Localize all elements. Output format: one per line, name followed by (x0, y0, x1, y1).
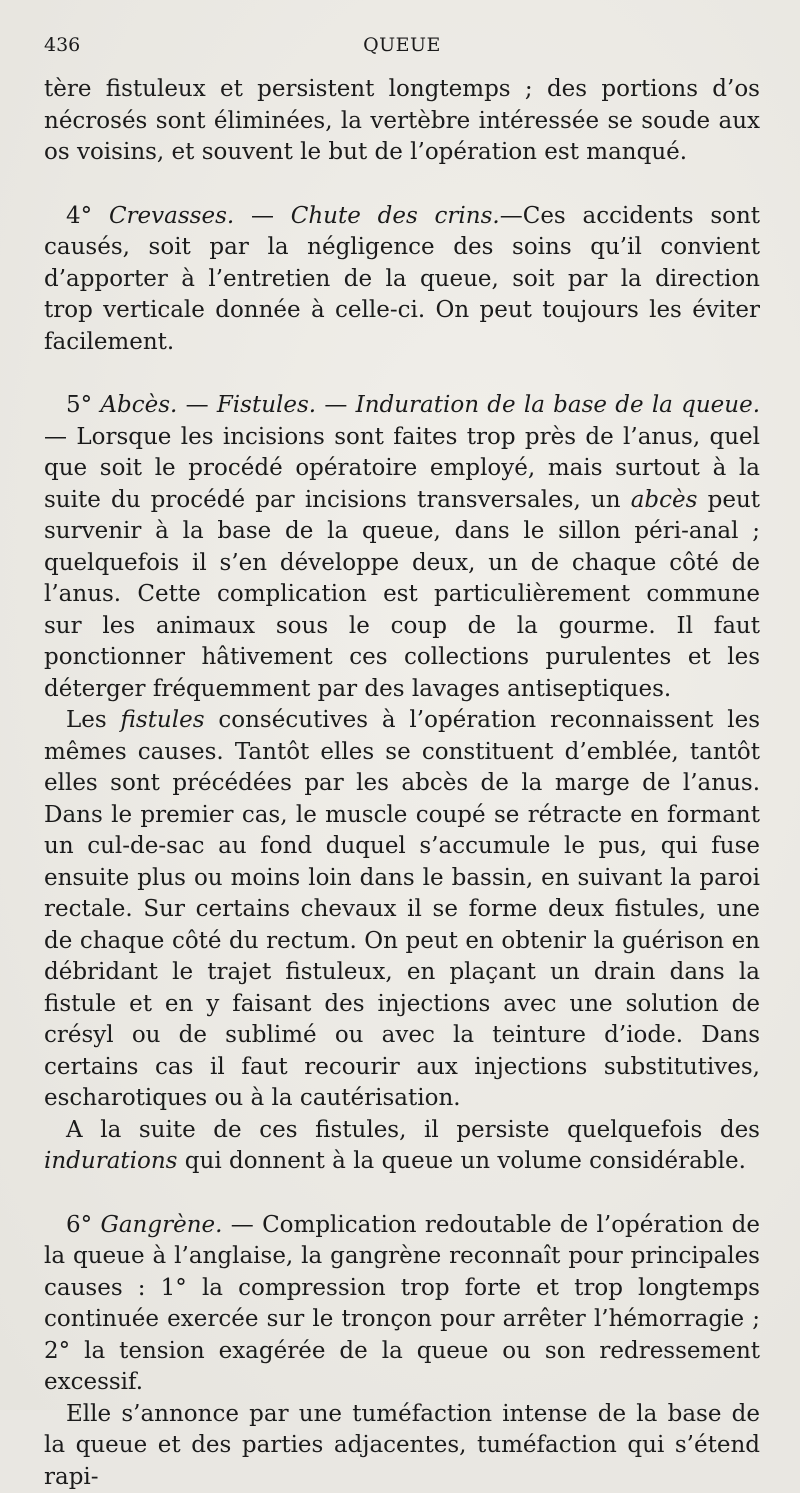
section-gap (44, 1178, 760, 1210)
paragraph-text: Elle s’annonce par une tuméfaction intense de la base de la queue et des parties adjacentes, tuméfaction qui s’étend rapi- (44, 1401, 760, 1490)
title-dash: — (234, 203, 291, 229)
paragraph-text: —Ces accidents sont causés, soit par la négligence des soins qu’il convient d’apporter à l’entretien de la queue, soit par la direction trop verticale donnée à celle-ci. On peut toujours les éviter facilement. (44, 203, 760, 355)
section-abces (44, 390, 760, 705)
running-title: QUEUE (44, 34, 760, 56)
section-gangrene (44, 1210, 760, 1399)
paragraph-gangrene-continued (44, 1399, 760, 1493)
paragraph-text: peut survenir à la base de la queue, dans le sillon péri-anal ; quelquefois il s’en développe deux, un de chaque côté de l’anus. Cette complication est particulièrement commune sur les animaux sous le coup de la gourme. Il faut ponctionner hâtivement ces collections purulentes et les déterger fréquemment par des lavages antiseptiques. (44, 487, 760, 702)
title-dash: — (44, 424, 76, 450)
section-title: Fistules. (217, 392, 316, 418)
paragraph-text: qui donnent à la queue un volume considérable. (177, 1148, 745, 1174)
paragraph-text: Lorsque les incisions sont faites trop près de l’anus, quel que soit le procédé opératoire employé, mais surtout à la suite du procédé par incisions transversales, un (44, 424, 760, 513)
page-number: 436 (44, 34, 80, 56)
paragraph-text: consécutives à l’opération reconnaissent les mêmes causes. Tantôt elles se constituent d’emblée, tantôt elles sont précédées par les abcès de la marge de l’anus. Dans le premier cas, le muscle coupé se rétracte en formant un cul-de-sac au fond duquel s’accumule le pus, qui fuse ensuite plus ou moins loin dans le bassin, en suivant la paroi rectale. Sur certains chevaux il se forme deux fistules, une de chaque côté du rectum. On peut en obtenir la guérison en débridant le trajet fistuleux, en plaçant un drain dans la fistule et en y faisant des injections avec une solution de crésyl ou de sublimé ou avec la teinture d’iode. Dans certains cas il faut recourir aux injections substitutives, escharotiques ou à la cautérisation. (44, 707, 760, 1111)
section-title: Induration de la base de la queue. (356, 392, 760, 418)
emphasis-term: fistules (121, 707, 205, 733)
paragraph-text: Les (66, 707, 121, 733)
title-dash: — (177, 392, 217, 418)
section-number: 6° (66, 1212, 92, 1238)
section-title: Crevasses. (109, 203, 234, 229)
section-gap (44, 358, 760, 390)
paragraph-continued (44, 74, 760, 169)
paragraph-text: A la suite de ces fistules, il persiste quelquefois des (66, 1117, 760, 1143)
emphasis-term: indurations (44, 1148, 177, 1174)
section-crevasses (44, 201, 760, 359)
emphasis-term: abcès (631, 487, 698, 513)
page-header (44, 34, 760, 74)
paragraph-text: tère fistuleux et persistent longtemps ; des portions d’os nécrosés sont éliminées, la vertèbre intéressée se soude aux os voisins, et souvent le but de l’opération est manqué. (44, 76, 760, 165)
section-gap (44, 169, 760, 201)
section-number: 5° (66, 392, 92, 418)
paragraph-text: — Complication redoutable de l’opération de la queue à l’anglaise, la gangrène reconnaît pour principales causes : 1° la compression trop forte et trop longtemps continuée exercée sur le tronçon pour arrêter l’hémorragie ; 2° la tension exagérée de la queue ou son redressement excessif. (44, 1212, 760, 1396)
section-title: Abcès. (100, 392, 177, 418)
title-dash: — (316, 392, 356, 418)
section-title: Gangrène. (100, 1212, 222, 1238)
section-title: Chute des crins. (291, 203, 500, 229)
paragraph-fistules (44, 705, 760, 1115)
section-number: 4° (66, 203, 92, 229)
paragraph-indurations (44, 1115, 760, 1178)
